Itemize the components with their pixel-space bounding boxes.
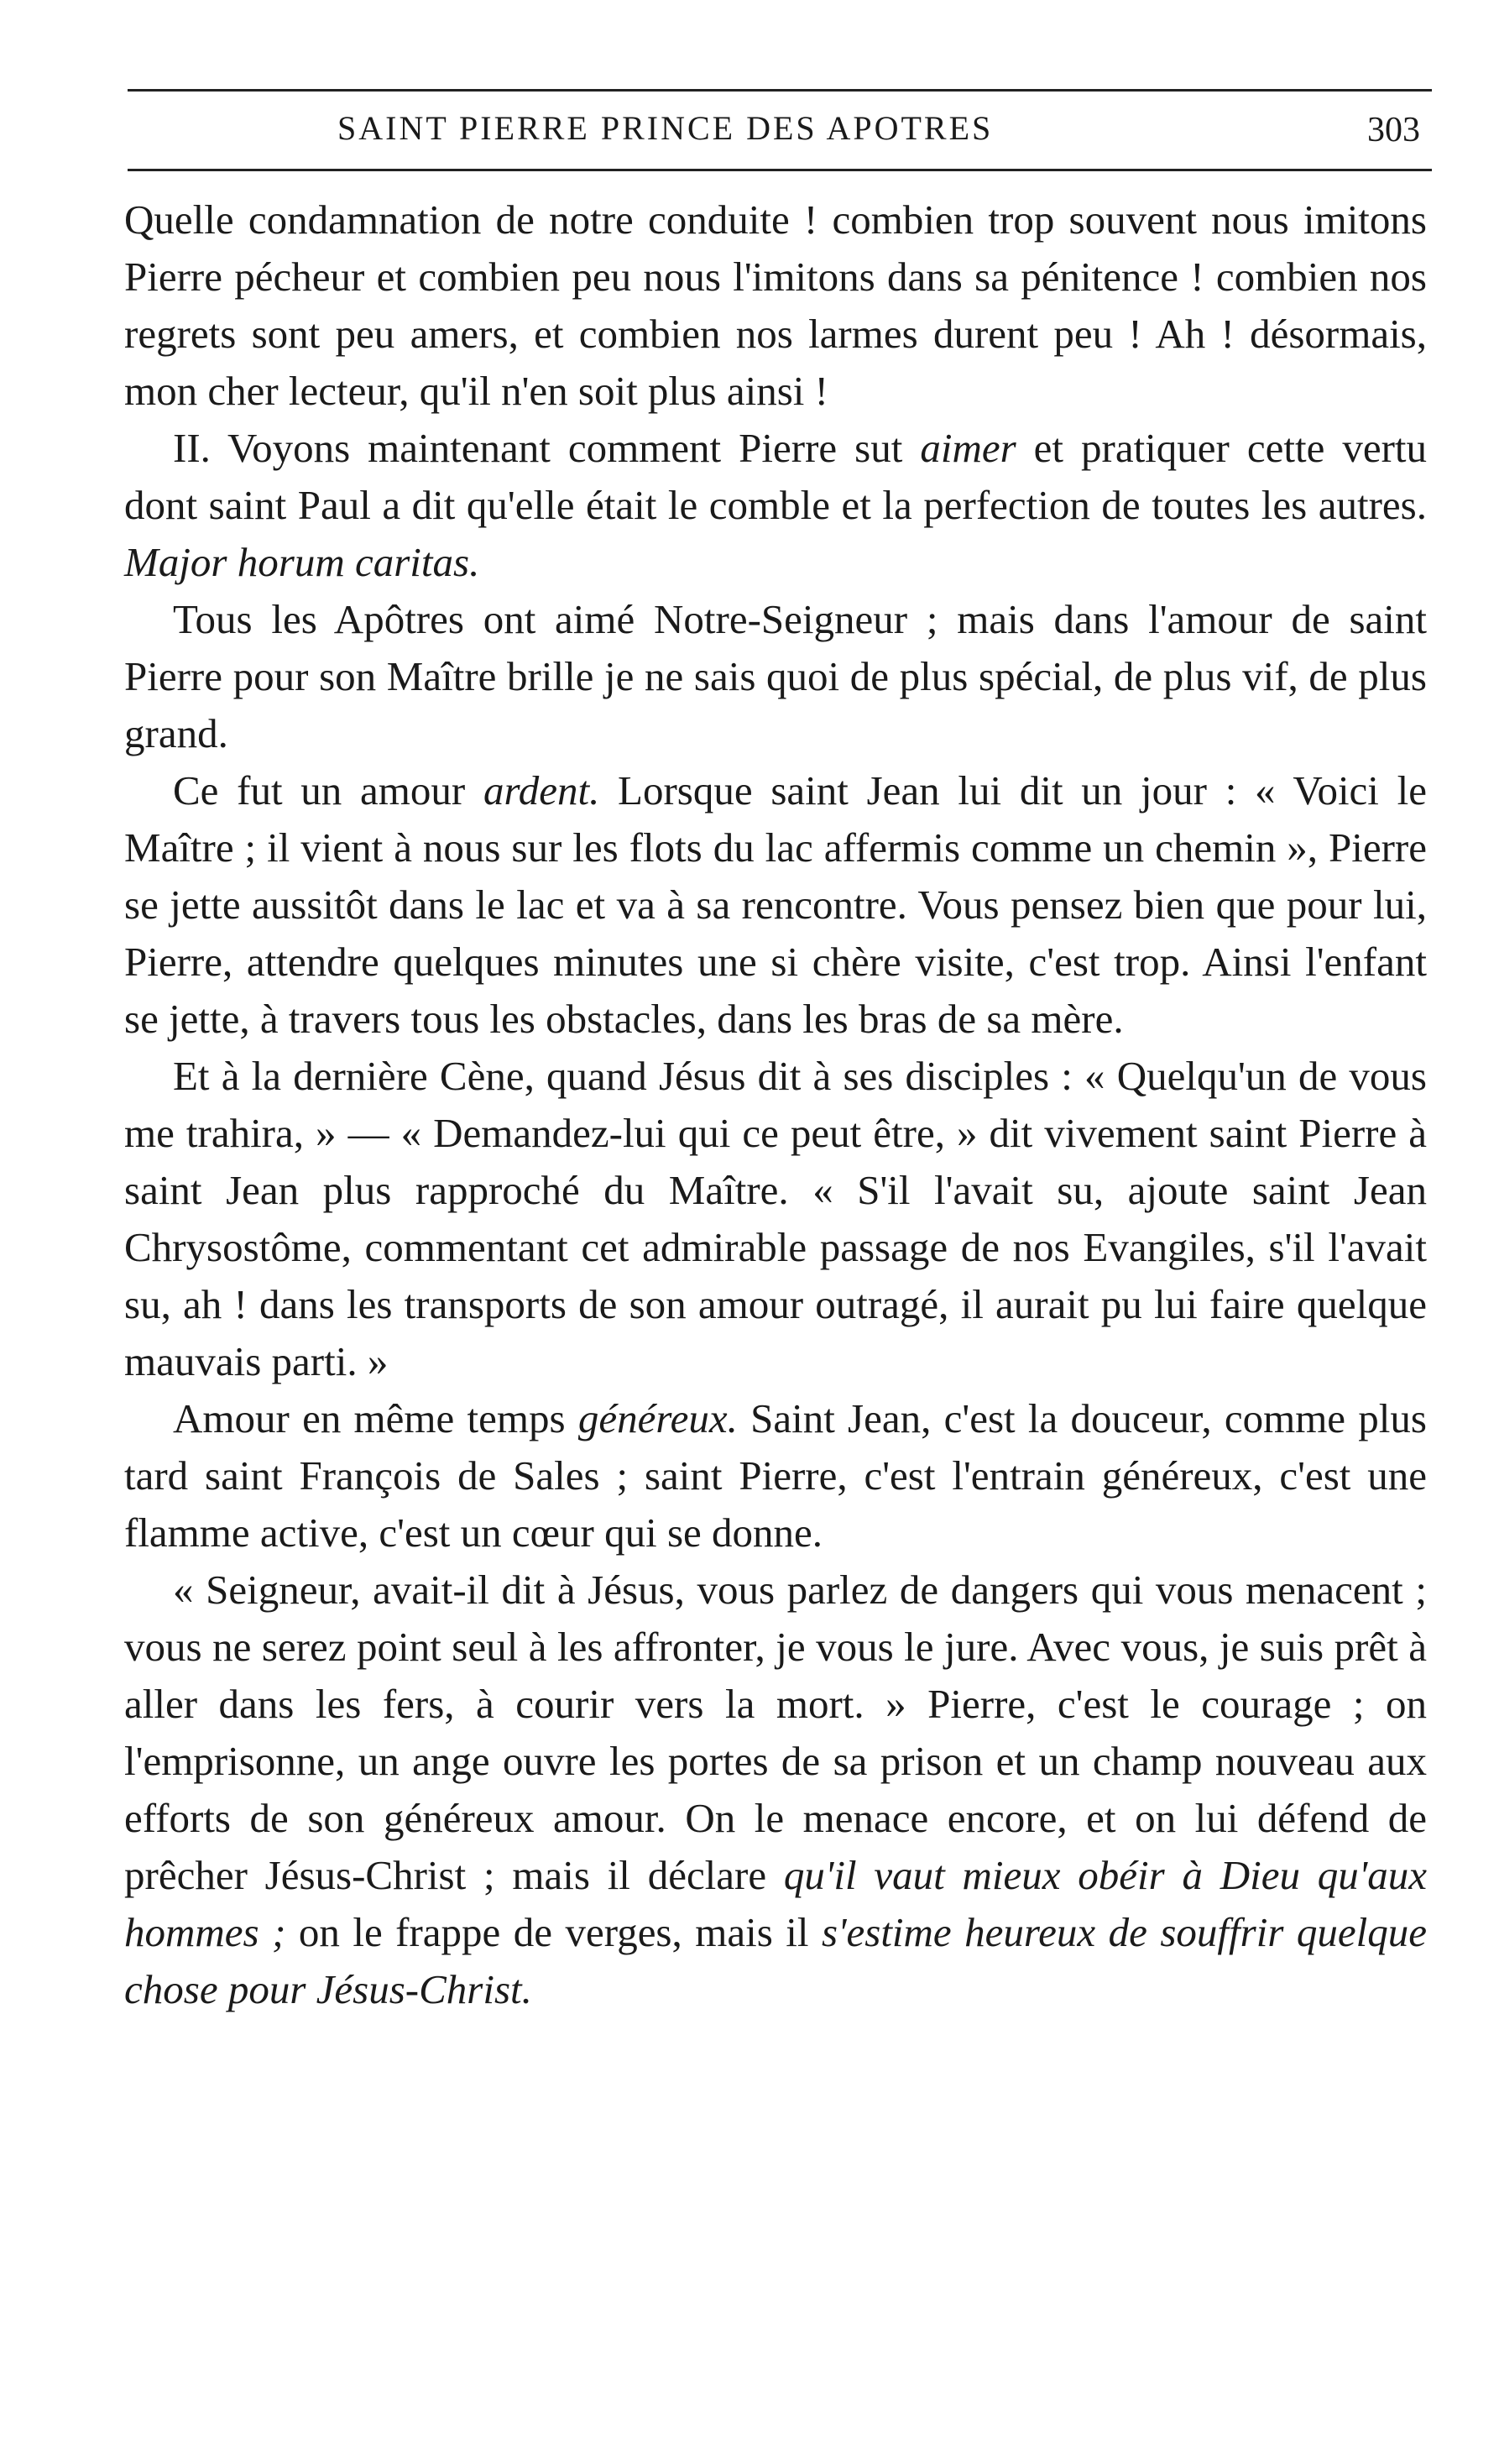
paragraph-text: Quelle condamnation de notre conduite ! combien trop souvent nous imitons Pierre pécheur et combien peu nous l'imitons dans sa pénitence ! combien nos regrets sont peu amers, et combien nos larmes durent peu ! Ah ! désormais, mon cher lecteur, qu'il n'en soit plus ainsi ! <box>124 196 1427 414</box>
italic-text: Major horum caritas. <box>124 539 480 585</box>
paragraph <box>124 591 1427 762</box>
paragraph <box>124 191 1427 420</box>
paragraph <box>124 1562 1427 2018</box>
paragraph-text: II. Voyons maintenant comment Pierre sut <box>173 425 921 471</box>
running-header <box>128 89 1432 171</box>
paragraph <box>124 762 1427 1048</box>
paragraph <box>124 1390 1427 1562</box>
paragraph <box>124 420 1427 591</box>
italic-text: ardent. <box>483 767 600 813</box>
paragraph-text: Amour en même temps <box>173 1395 578 1441</box>
body-text <box>124 191 1427 2018</box>
paragraph-text: Saint Jean, c'est la douceur, comme plus tard saint François de Sales ; saint Pierre, c'est l'entrain généreux, c'est une flamme active, c'est un cœur qui se donne. <box>124 1395 1427 1556</box>
paragraph-text: et pratiquer cette vertu dont saint Paul a dit qu'elle était le comble et la perfection de toutes les autres. <box>124 425 1428 528</box>
paragraph-text: « Seigneur, avait-il dit à Jésus, vous parlez de dangers qui vous menacent ; vous ne serez point seul à les affronter, je vous le jure. Avec vous, je suis prêt à aller dans les fers, à courir vers la mort. » Pierre, c'est le courage ; on l'emprisonne, un ange ouvre les portes de sa prison et un champ nouveau aux efforts de son généreux amour. On le menace encore, et on lui défend de prêcher Jésus-Christ ; mais il déclare <box>124 1567 1427 1898</box>
paragraph-text: on le frappe de verges, mais il <box>285 1909 822 1955</box>
running-title: SAINT PIERRE PRINCE DES APOTRES <box>337 109 994 147</box>
paragraph <box>124 1048 1427 1390</box>
italic-text: qu'il vaut mieux obéir à Dieu qu'aux hommes ; <box>124 1852 1427 1955</box>
page-number: 303 <box>1367 111 1420 149</box>
paragraph-text: Ce fut un amour <box>173 767 483 813</box>
italic-text: généreux. <box>577 1395 738 1441</box>
italic-text: aimer <box>920 425 1016 471</box>
paragraph-text: Lorsque saint Jean lui dit un jour : « Voici le Maître ; il vient à nous sur les flots du lac affermis comme un chemin », Pierre se jette aussitôt dans le lac et va à sa rencontre. Vous pensez bien que pour lui, Pierre, attendre quelques minutes une si chère visite, c'est trop. Ainsi l'enfant se jette, à travers tous les obstacles, dans les bras de sa mère. <box>124 767 1428 1042</box>
italic-text: s'estime heureux de souffrir quelque chose pour Jésus-Christ. <box>124 1909 1427 2012</box>
paragraph-text: Et à la dernière Cène, quand Jésus dit à ses disciples : « Quelqu'un de vous me trahira, » — « Demandez-lui qui ce peut être, » dit vivement saint Pierre à saint Jean plus rapproché du Maître. « S'il l'avait su, ajoute saint Jean Chrysostôme, commentant cet admirable passage de nos Evangiles, s'il l'avait su, ah ! dans les transports de son amour outragé, il aurait pu lui faire quelque mauvais parti. » <box>124 1053 1427 1384</box>
paragraph-text: Tous les Apôtres ont aimé Notre-Seigneur ; mais dans l'amour de saint Pierre pour son Maître brille je ne sais quoi de plus spécial, de plus vif, de plus grand. <box>124 596 1427 756</box>
